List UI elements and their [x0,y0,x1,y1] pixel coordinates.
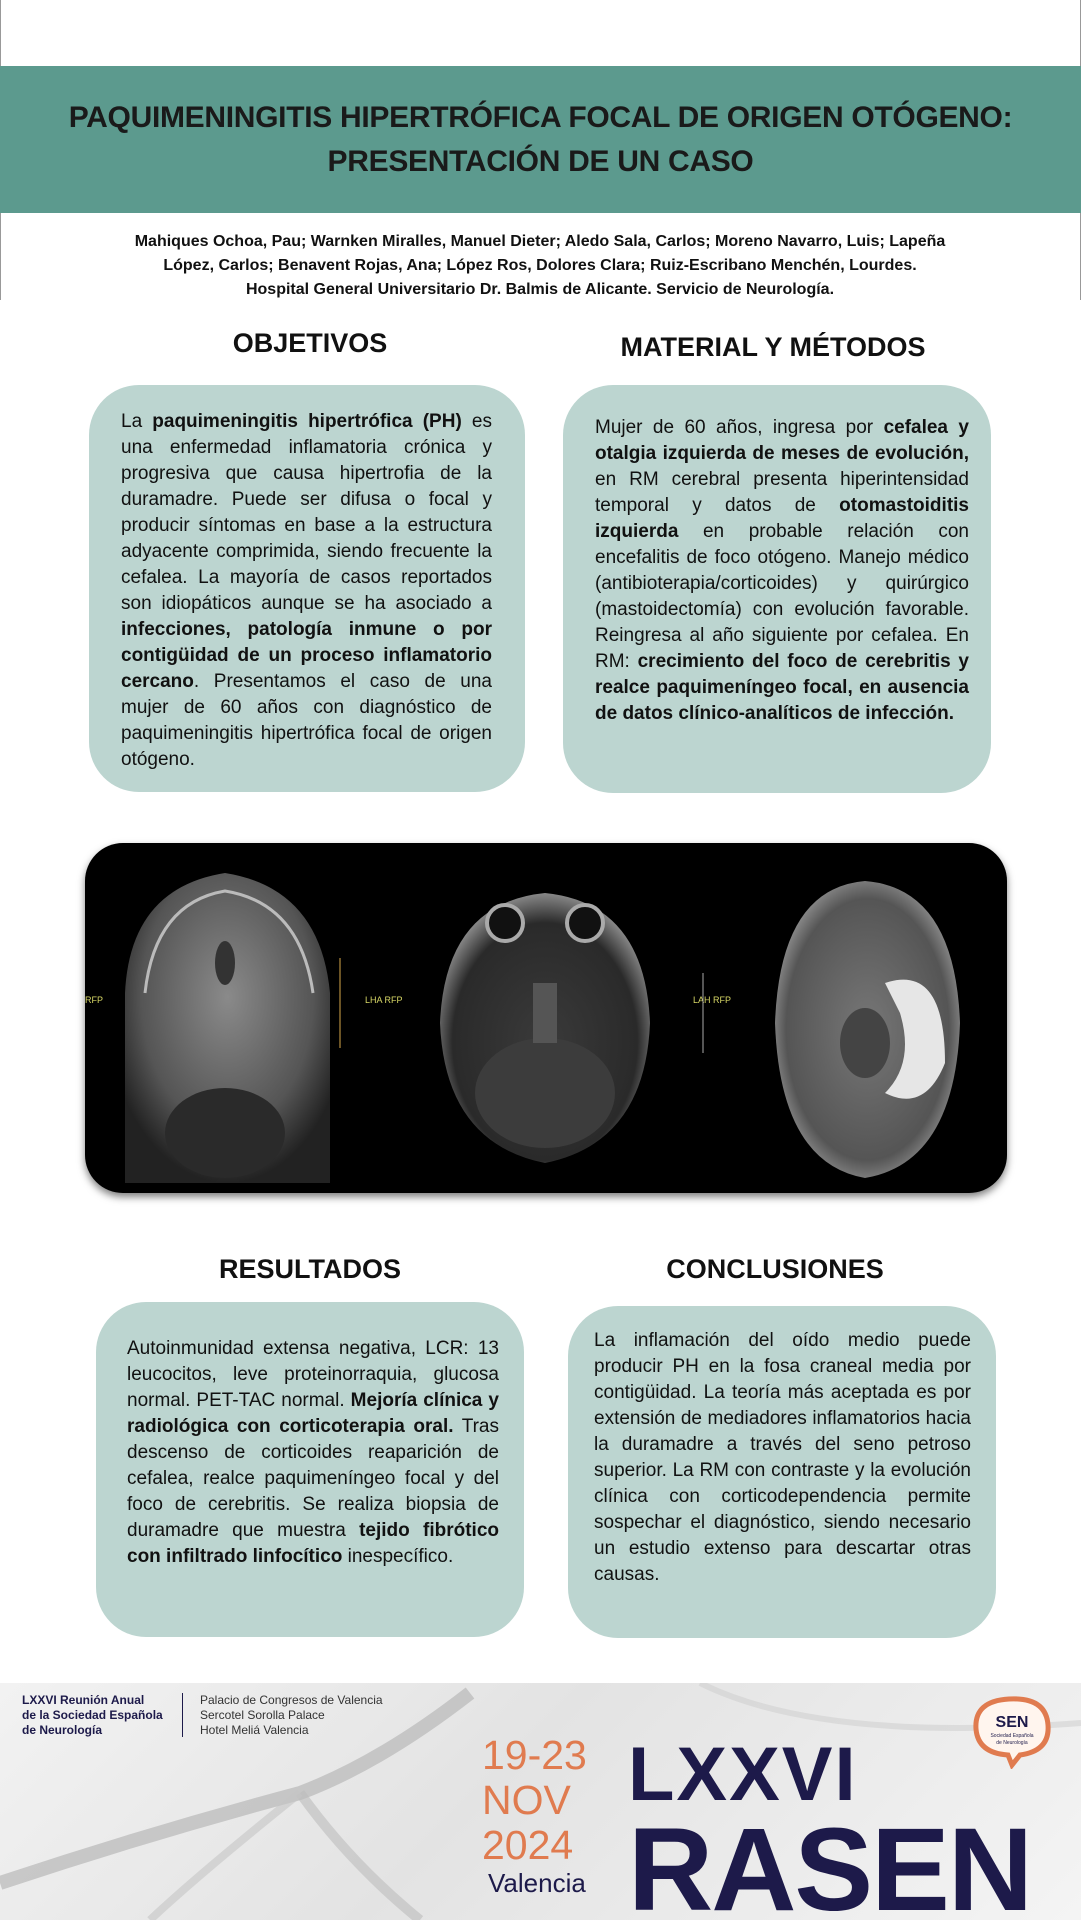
mri-axial-t1-scan [440,893,650,1163]
mri-scans [85,843,1007,1193]
material-heading: MATERIAL Y MÉTODOS [620,332,926,362]
title-line-2: PRESENTACIÓN DE UN CASO [327,144,754,178]
event-city: Valencia [488,1868,586,1898]
authors-line-2: López, Carlos; Benavent Rojas, Ana; López Ros, Dolores Clara; Ruiz-Escribano Menchén, Lourdes. [163,257,917,274]
objetivos-heading: OBJETIVOS [232,328,388,358]
event-footer [0,1683,1081,1920]
meeting-name: LXXVI Reunión Anual de la Sociedad Española de Neurología [22,1693,163,1737]
resultados-heading: RESULTADOS [219,1254,401,1284]
poster-title [69,96,1013,184]
scan-label-left: RFP [85,995,103,1005]
mri-image-panel [85,843,1007,1193]
scan-label-right: LAH RFP [693,995,732,1005]
venues: Palacio de Congresos de Valencia Sercotel Sorolla Palace Hotel Meliá Valencia [200,1693,383,1737]
resultados-box: Autoinmunidad extensa negativa, LCR: 13 leucocitos, leve proteinorraquia, glucosa normal. PET-TAC normal. Mejoría clínica y radiológica con corticoterapia oral. Tras descenso de corticoides reaparición de cefalea, realce paquimeníngeo focal y del foco de cerebritis. Se realiza biopsia de duramadre que muestra tejido fibrótico con infiltrado linfocítico inespecífico. [96,1302,524,1637]
brand-rasen: RASEN [628,1804,1032,1920]
affiliation: Hospital General Universitario Dr. Balmis de Alicante. Servicio de Neurología. [245,281,835,298]
svg-text:Sociedad Española: Sociedad Española [990,1733,1034,1739]
svg-text:SEN: SEN [995,1714,1029,1731]
material-box: Mujer de 60 años, ingresa por cefalea y otalgia izquierda de meses de evolución, en RM cerebral presenta hiperintensidad temporal y datos de otomastoiditis izquierda en probable relación con encefalitis de foco otógeno. Manejo médico (antibioterapia/corticoides) y quirúrgico (mastoidectomía) con evolución favorable. Reingresa al año siguiente por cefalea. En RM: crecimiento del foco de cerebritis y realce paquimeníngeo focal, en ausencia de datos clínico-analíticos de infección. [563,385,991,793]
svg-text:de Neurología: de Neurología [996,1740,1028,1746]
sen-logo [964,1689,1058,1769]
mri-coronal-scan [125,873,330,1183]
title-band [0,66,1081,213]
objetivos-box: La paquimeningitis hipertrófica (PH) es una enfermedad inflamatoria crónica y progresiva que causa hipertrofia de la duramadre. Puede ser difusa o focal y producir síntomas en base a la estructura adyacente comprimida, siendo frecuente la cefalea. La mayoría de casos reportados son idiopáticos aunque se ha asociado a infecciones, patología inmune o por contigüidad de un proceso inflamatorio cercano. Presentamos el caso de una mujer de 60 años con diagnóstico de paquimeningitis hipertrófica focal de origen otógeno. [89,385,525,792]
conclusiones-heading: CONCLUSIONES [666,1254,884,1284]
footer-divider [182,1693,183,1737]
authors-line-1: Mahiques Ochoa, Pau; Warnken Miralles, Manuel Dieter; Aledo Sala, Carlos; Moreno Navarro, Luis; Lapeña [134,233,946,250]
mri-axial-flair-scan [775,881,960,1178]
scan-label-mid: LHA RFP [365,995,403,1005]
title-line-1: PAQUIMENINGITIS HIPERTRÓFICA FOCAL DE ORIGEN OTÓGENO: [68,100,1013,134]
brand-lxxvi: LXXVI [628,1732,858,1817]
event-dates: 19-23 NOV 2024 [482,1732,587,1868]
authors-block [110,230,970,302]
conclusiones-box: La inflamación del oído medio puede producir PH en la fosa craneal media por contigüidad. La teoría más aceptada es por extensión de mediadores inflamatorios hacia la duramadre a través del seno petroso superior. La RM con contraste y la evolución clínica con corticodependencia permite sospechar el diagnóstico, siendo necesario un estudio extenso para descartar otras causas. [568,1306,996,1638]
